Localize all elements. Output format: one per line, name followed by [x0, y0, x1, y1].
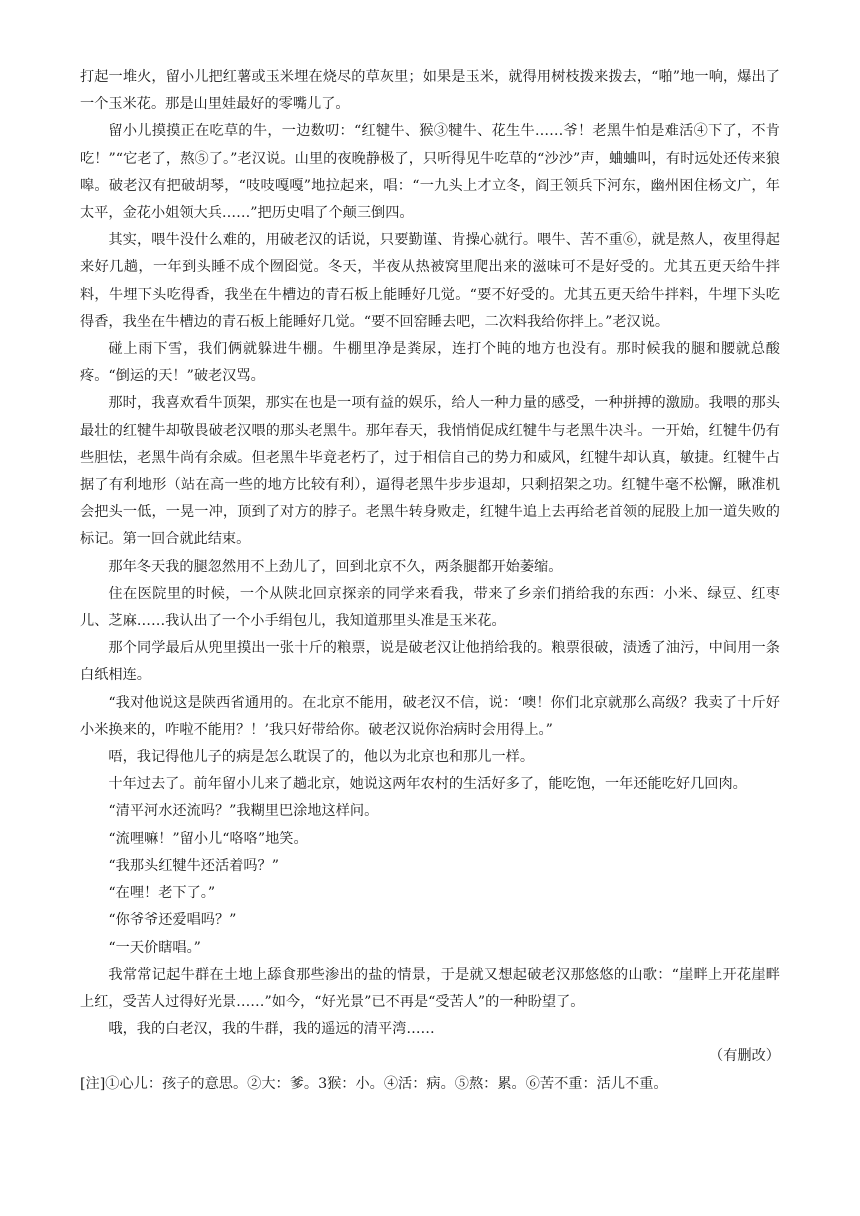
article-body: [80, 64, 780, 1098]
paragraph-3: 其实，喂牛没什么难的，用破老汉的话说，只要勤谨、肯操心就行。喂牛、苦不重⑥，就是熬人，夜里得起来好几趟，一年到头睡不成个囫囵觉。冬天，半夜从热被窝里爬出来的滋味可不是好受的。尤其五更天给牛拌料，牛埋下头吃得香，我坐在牛槽边的青石板上能睡好几觉。“要不好受的。尤其五更天给牛拌料，牛埋下头吃得香，我坐在牛槽边的青石板上能睡好几觉。“要不回窑睡去吧，二次料我给你拌上。”老汉说。: [80, 232, 780, 330]
footnote: [注]①心儿：孩子的意思。②大：爹。3猴：小。④活：病。⑤熬：累。⑥苦不重：活儿不重。: [80, 1075, 668, 1092]
dialogue-line-6: “一天价瞎唱。”: [108, 939, 201, 956]
paragraph-8: 那个同学最后从兜里摸出一张十斤的粮票，说是破老汉让他捎给我的。粮票很破，渍透了油污，中间用一条白纸相连。: [80, 640, 780, 684]
paragraph-18: 我常常记起牛群在土地上舔食那些渗出的盐的情景，于是就又想起破老汉那悠悠的山歌：“崖畔上开花崖畔上红，受苦人过得好光景……”如今，“好光景”已不再是“受苦人”的一种盼望了。: [80, 966, 780, 1010]
paragraph-5: 那时，我喜欢看牛顶架，那实在也是一项有益的娱乐，给人一种力量的感受，一种拼搏的激励。我喂的那头最壮的红犍牛却敬畏破老汉喂的那头老黑牛。那年春天，我悄悄促成红犍牛与老黑牛决斗。一开始，红犍牛仍有些胆怯，老黑牛尚有余威。但老黑牛毕竟老朽了，过于相信自己的势力和威风，红犍牛却认真，敏捷。红犍牛占据了有利地形（站在高一些的地方比较有利），逼得老黑牛步步退却，只剩招架之功。红犍牛毫不松懈，瞅准机会把头一低，一晃一冲，顶到了对方的脖子。老黑牛转身败走，红犍牛追上去再给老首领的屁股上加一道失败的标记。第一回合就此结束。: [80, 395, 780, 548]
paragraph-10: 唔，我记得他儿子的病是怎么耽误了的，他以为北京也和那儿一样。: [108, 749, 535, 766]
dialogue-line-5: “你爷爷还爱唱吗？”: [108, 912, 237, 929]
dialogue-line-1: “清平河水还流吗？”我糊里巴涂地这样问。: [108, 803, 379, 820]
dialogue-line-2: “流哩嘛！”留小儿“咯咯”地笑。: [108, 830, 308, 847]
dialogue-line-3: “我那头红犍牛还活着吗？”: [108, 857, 279, 874]
paragraph-1: 打起一堆火，留小儿把红薯或玉米埋在烧尽的草灰里；如果是玉米，就得用树枝拨来拨去，“啪”地一响，爆出了一个玉米花。那是山里娃最好的零嘴儿了。: [80, 69, 780, 113]
paragraph-4: 碰上雨下雪，我们俩就躲进牛棚。牛棚里净是粪尿，连打个盹的地方也没有。那时候我的腿和腰就总酸疼。“倒运的天！”破老汉骂。: [80, 341, 780, 385]
paragraph-19: 哦，我的白老汉，我的牛群，我的遥远的清平湾……: [108, 1021, 435, 1038]
dialogue-line-4: “在哩！老下了。”: [108, 885, 216, 902]
paragraph-11: 十年过去了。前年留小儿来了趟北京，她说这两年农村的生活好多了，能吃饱，一年还能吃好几回肉。: [108, 776, 747, 793]
paragraph-7: 住在医院里的时候，一个从陕北回京探亲的同学来看我，带来了乡亲们捎给我的东西：小米、绿豆、红枣儿、芝麻……我认出了一个小手绢包儿，我知道那里头准是玉米花。: [80, 585, 780, 630]
paragraph-2: 留小儿摸摸正在吃草的牛，一边数叨：“红犍牛、猴③犍牛、花生牛……爷！老黑牛怕是难活④下了，不肯吃！”“它老了，熬⑤了。”老汉说。山里的夜晚静极了，只听得见牛吃草的“沙沙”声，蛐蛐叫，有时远处还传来狼嗥。破老汉有把破胡琴，“吱吱嘎嘎”地拉起来，唱：“一九头上才立冬，阎王领兵下河东，幽州困住杨文广，年太平，金花小姐领大兵……”把历史唱了个颠三倒四。: [80, 123, 780, 222]
paragraph-6: 那年冬天我的腿忽然用不上劲儿了，回到北京不久，两条腿都开始萎缩。: [108, 558, 563, 575]
paragraph-9: “我对他说这是陕西省通用的。在北京不能用，破老汉不信，说：‘噢！你们北京就那么高级？我卖了十斤好小米换来的，咋啦不能用？！’我只好带给你。破老汉说你治病时会用得上。”: [80, 694, 780, 738]
source-note: （有删改）: [709, 1048, 780, 1065]
